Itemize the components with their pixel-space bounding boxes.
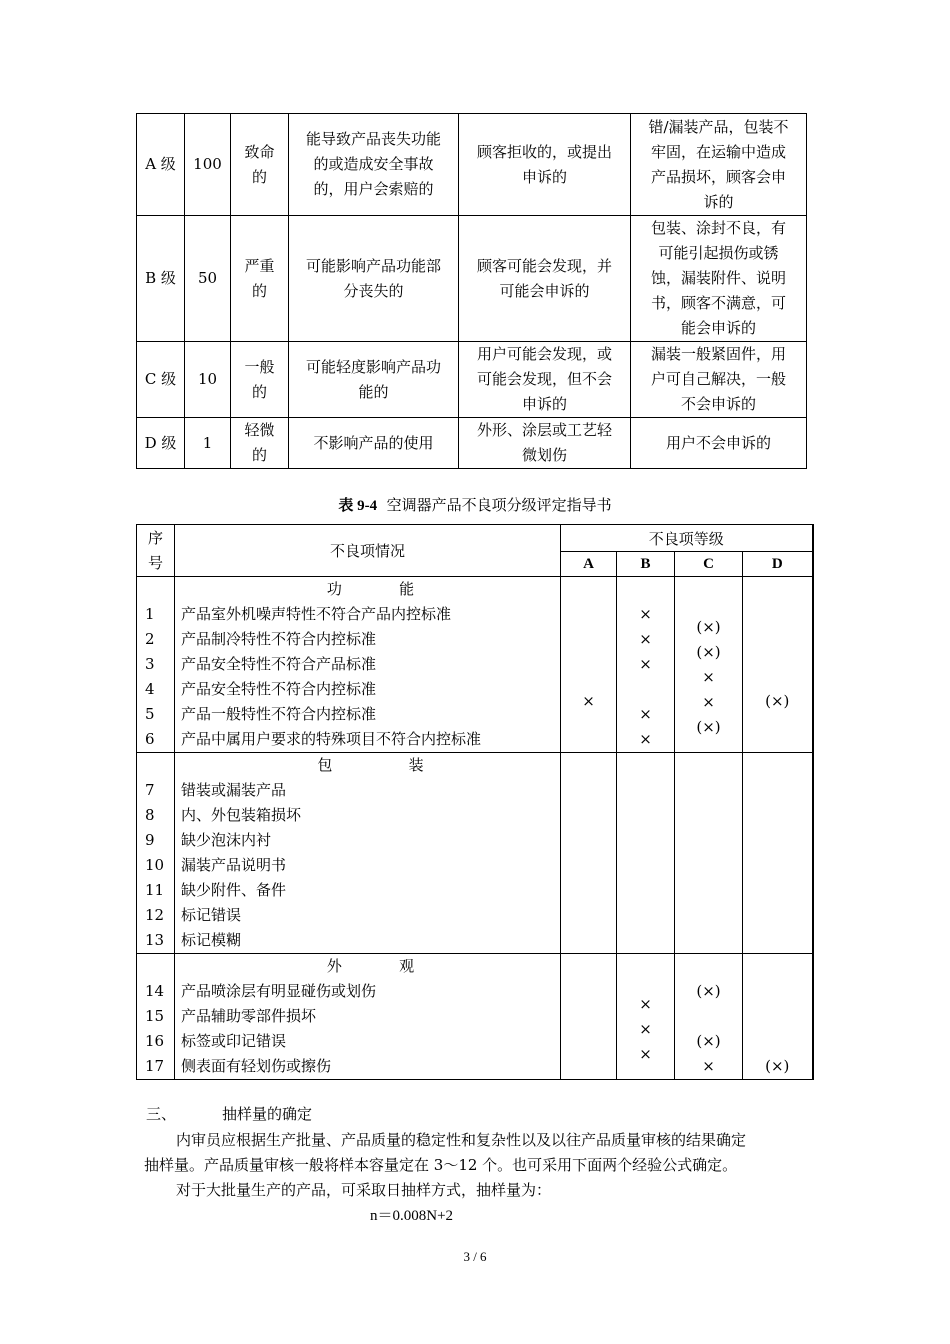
grade-mark: × — [639, 1045, 652, 1063]
grade-cell-definition: 能导致产品丧失功能 的或造成安全事故 的，用户会索赔的 — [289, 114, 459, 216]
grade-d-cell — [743, 753, 813, 954]
grade-mark: × — [639, 655, 652, 673]
grade-mark: (×) — [696, 618, 721, 636]
caption-number: 表 9-4 — [338, 498, 378, 514]
item-number: 12 — [145, 906, 165, 924]
item-number: 14 — [145, 982, 165, 1000]
section-heading-number: 三、 — [146, 1105, 177, 1123]
grade-mark: × — [639, 705, 652, 723]
grade-c-cell — [675, 954, 743, 1080]
grade-b-cell — [617, 753, 675, 954]
defect-item: 标记模糊 — [181, 931, 242, 949]
grade-row — [137, 418, 807, 469]
header-seq — [137, 525, 175, 577]
defect-item: 产品室外机噪声特性不符合产品内控标准 — [181, 605, 452, 623]
section-heading-title: 抽样量的确定 — [222, 1105, 313, 1123]
grade-cell-customer: 顾客拒收的，或提出 申诉的 — [459, 114, 631, 216]
header-seq-label: 序 号 — [147, 528, 163, 572]
grade-mark: (×) — [765, 692, 790, 710]
defect-item: 错装或漏装产品 — [181, 781, 287, 799]
grade-mark: (×) — [696, 982, 721, 1000]
section-seq-cell — [137, 954, 175, 1080]
grade-b-cell — [617, 577, 675, 753]
defect-item: 产品安全特性不符合内控标准 — [181, 680, 377, 698]
item-number: 5 — [145, 705, 155, 723]
header-grade-d: D — [743, 552, 813, 577]
grade-cell-level: C 级 — [137, 342, 185, 418]
grade-mark: × — [639, 995, 652, 1013]
item-number: 1 — [145, 605, 155, 623]
defect-item: 标记错误 — [181, 906, 242, 924]
item-number: 10 — [145, 856, 165, 874]
defect-item: 产品制冷特性不符合内控标准 — [181, 630, 377, 648]
section-seq-cell — [137, 753, 175, 954]
grade-mark: × — [582, 692, 595, 710]
defect-item: 侧表面有轻划伤或擦伤 — [181, 1057, 332, 1075]
grade-definition-table — [136, 113, 807, 469]
item-number: 17 — [145, 1057, 165, 1075]
grade-cell-customer: 外形、涂层或工艺轻 微划伤 — [459, 418, 631, 469]
grade-cell-definition: 可能轻度影响产品功 能的 — [289, 342, 459, 418]
item-number: 6 — [145, 730, 155, 748]
caption-title: 空调器产品不良项分级评定指导书 — [386, 496, 612, 514]
grade-cell-severity: 一般 的 — [231, 342, 289, 418]
header-grade: 不良项等级 — [561, 525, 813, 552]
grade-mark: (×) — [696, 718, 721, 736]
table-caption — [0, 494, 950, 515]
grade-cell-severity: 轻微 的 — [231, 418, 289, 469]
section-title: 外 观 — [326, 957, 415, 975]
grade-a-cell — [561, 753, 617, 954]
grade-mark: × — [639, 605, 652, 623]
defect-item: 产品一般特性不符合内控标准 — [181, 705, 377, 723]
grade-mark: (×) — [765, 1057, 790, 1075]
grade-cell-customer: 顾客可能会发现，并 可能会申诉的 — [459, 216, 631, 342]
item-number: 16 — [145, 1032, 165, 1050]
paragraph-1-line-1: 内审员应根据生产批量、产品质量的稳定性和复杂性以及以往产品质量审核的结果确定 — [176, 1131, 747, 1149]
defect-item: 产品中属用户要求的特殊项目不符合内控标准 — [181, 730, 482, 748]
grade-cell-score: 50 — [185, 216, 231, 342]
item-number: 11 — [145, 881, 165, 899]
grade-cell-level: D 级 — [137, 418, 185, 469]
section-title: 功 能 — [326, 580, 415, 598]
grade-cell-example: 用户不会申诉的 — [631, 418, 807, 469]
grade-cell-customer: 用户可能会发现，或 可能会发现，但不会 申诉的 — [459, 342, 631, 418]
grade-cell-score: 10 — [185, 342, 231, 418]
grade-mark: × — [639, 1020, 652, 1038]
section-desc-cell — [175, 577, 561, 753]
item-number: 9 — [145, 831, 155, 849]
grade-d-cell — [743, 577, 813, 753]
defect-grading-table — [136, 524, 814, 1080]
defect-item: 产品辅助零部件损坏 — [181, 1007, 317, 1025]
grade-cell-score: 1 — [185, 418, 231, 469]
grade-cell-example: 漏装一般紧固件，用 户可自己解决，一般 不会申诉的 — [631, 342, 807, 418]
header-grade-c: C — [675, 552, 743, 577]
section-heading — [146, 1102, 312, 1127]
grade-a-cell — [561, 954, 617, 1080]
grade-cell-severity: 致命 的 — [231, 114, 289, 216]
grade-mark: × — [702, 693, 715, 711]
item-number: 3 — [145, 655, 155, 673]
section-desc-cell — [175, 954, 561, 1080]
grade-cell-severity: 严重 的 — [231, 216, 289, 342]
defect-item: 缺少泡沫内衬 — [181, 831, 272, 849]
defect-item: 产品安全特性不符合产品标准 — [181, 655, 377, 673]
grade-cell-example: 包装、涂封不良，有 可能引起损伤或锈 蚀，漏装附件、说明 书，顾客不满意，可 能会申诉的 — [631, 216, 807, 342]
defect-item: 标签或印记错误 — [181, 1032, 287, 1050]
defect-item: 漏装产品说明书 — [181, 856, 287, 874]
grade-cell-score: 100 — [185, 114, 231, 216]
grade-d-cell — [743, 954, 813, 1080]
grade-cell-example: 错/漏装产品，包装不 牢固，在运输中造成 产品损坏，顾客会申 诉的 — [631, 114, 807, 216]
grade-mark: × — [639, 730, 652, 748]
page-number: 3 / 6 — [463, 1249, 487, 1264]
header-grade-a: A — [561, 552, 617, 577]
item-number: 15 — [145, 1007, 165, 1025]
sampling-formula: n＝0.008N+2 — [370, 1208, 454, 1224]
grade-mark: (×) — [696, 643, 721, 661]
grade-mark: (×) — [696, 1032, 721, 1050]
grade-cell-level: B 级 — [137, 216, 185, 342]
grade-b-cell — [617, 954, 675, 1080]
grade-row — [137, 216, 807, 342]
grade-a-cell — [561, 577, 617, 753]
paragraph-1-line-2: 抽样量。产品质量审核一般将样本容量定在 3～12 个。也可采用下面两个经验公式确定。 — [144, 1156, 738, 1174]
header-desc: 不良项情况 — [175, 525, 561, 577]
item-number: 2 — [145, 630, 155, 648]
item-number: 7 — [145, 781, 155, 799]
defect-section-row — [137, 753, 813, 954]
grade-row — [137, 114, 807, 216]
defect-item: 内、外包装箱损坏 — [181, 806, 302, 824]
defect-section-row — [137, 577, 813, 753]
paragraph-2: 对于大批量生产的产品，可采取日抽样方式，抽样量为： — [176, 1181, 552, 1199]
item-number: 13 — [145, 931, 165, 949]
grade-row — [137, 342, 807, 418]
header-grade-b: B — [617, 552, 675, 577]
grade-cell-definition: 不影响产品的使用 — [289, 418, 459, 469]
defect-item: 缺少附件、备件 — [181, 881, 287, 899]
section-seq-cell — [137, 577, 175, 753]
grade-mark: × — [702, 1057, 715, 1075]
section-title: 包 装 — [317, 756, 424, 774]
grade-mark: × — [702, 668, 715, 686]
defect-item: 产品喷涂层有明显碰伤或划伤 — [181, 982, 377, 1000]
item-number: 8 — [145, 806, 155, 824]
grade-cell-level: A 级 — [137, 114, 185, 216]
section-desc-cell — [175, 753, 561, 954]
grade-c-cell — [675, 577, 743, 753]
grade-mark: × — [639, 630, 652, 648]
grade-c-cell — [675, 753, 743, 954]
item-number: 4 — [145, 680, 155, 698]
defect-section-row — [137, 954, 813, 1080]
grade-cell-definition: 可能影响产品功能部 分丧失的 — [289, 216, 459, 342]
